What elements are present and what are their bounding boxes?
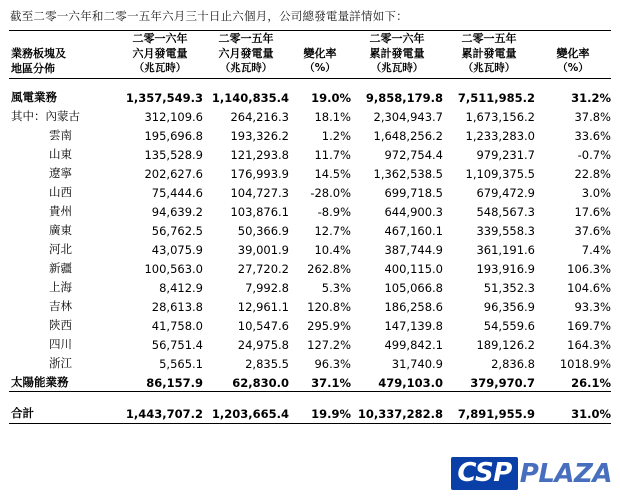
row-month-2016: 100,563.0 — [144, 262, 203, 276]
total-month-2015: 1,203,665.4 — [211, 407, 289, 421]
col-header-month-2016-unit: （兆瓦時） — [133, 62, 187, 74]
row-month-2016: 43,075.9 — [151, 243, 203, 257]
row-month-change: 37.1% — [311, 376, 351, 390]
col-header-month-2016-line1: 二零一六年 — [132, 32, 188, 45]
col-header-month-2015-unit: （兆瓦時） — [219, 62, 273, 74]
row-cum-change: 104.6% — [567, 281, 611, 295]
row-month-2015: 264,216.3 — [230, 110, 289, 124]
row-label: 遼寧 — [49, 166, 72, 180]
table-row — [9, 124, 611, 143]
row-month-change: 262.8% — [307, 262, 351, 276]
row-month-2016: 5,565.1 — [159, 357, 203, 371]
table-row — [9, 181, 611, 200]
col-header-segment-line2: 地區分佈 — [11, 62, 55, 75]
table-total-gap — [9, 392, 611, 400]
row-label: 山西 — [49, 185, 72, 199]
watermark-suffix: PLAZA — [519, 458, 612, 489]
col-header-month-2015 — [203, 31, 289, 76]
row-cum-change: 169.7% — [567, 319, 611, 333]
row-month-2015: 12,961.1 — [237, 300, 289, 314]
col-header-month-2016-line2: 六月發電量 — [132, 47, 188, 60]
row-month-change: 14.5% — [314, 167, 351, 181]
row-cum-change: 1018.9% — [559, 357, 611, 371]
row-month-change: 10.4% — [314, 243, 351, 257]
row-month-2016: 135,528.9 — [144, 148, 203, 162]
row-cum-2016: 2,304,943.7 — [373, 110, 443, 124]
row-month-2016: 56,751.4 — [151, 338, 203, 352]
col-header-month-change-unit: （%） — [304, 62, 336, 74]
row-cum-2015: 1,109,375.5 — [465, 167, 535, 181]
row-month-change: 96.3% — [314, 357, 351, 371]
row-cum-2016: 479,103.0 — [378, 376, 443, 390]
row-cum-2015: 548,567.3 — [476, 205, 535, 219]
col-header-cum-2016 — [351, 31, 443, 76]
table-row — [9, 295, 611, 314]
row-month-2015: 10,547.6 — [237, 319, 289, 333]
row-month-2016: 1,357,549.3 — [125, 91, 203, 105]
row-month-2015: 193,326.2 — [230, 129, 289, 143]
row-month-2015: 2,835.5 — [245, 357, 289, 371]
row-month-2016: 56,762.5 — [151, 224, 203, 238]
row-cum-2015: 1,673,156.2 — [465, 110, 535, 124]
row-label: 貴州 — [49, 204, 72, 218]
row-month-change: 18.1% — [314, 110, 351, 124]
row-month-change: 12.7% — [314, 224, 351, 238]
row-cum-change: 93.3% — [574, 300, 611, 314]
csp-plaza-watermark — [451, 457, 612, 490]
row-month-2015: 176,993.9 — [230, 167, 289, 181]
row-month-2015: 7,992.8 — [245, 281, 289, 295]
row-cum-2016: 400,115.0 — [384, 262, 443, 276]
row-cum-change: 17.6% — [574, 205, 611, 219]
col-header-month-change-line2: 變化率 — [303, 47, 337, 60]
row-month-2016: 94,639.2 — [151, 205, 203, 219]
row-month-2016: 86,157.9 — [146, 376, 203, 390]
col-header-cum-2016-line2: 累計發電量 — [369, 47, 425, 60]
row-cum-2015: 979,231.7 — [476, 148, 535, 162]
col-header-cum-2015-line2: 累計發電量 — [461, 47, 517, 60]
row-cum-2016: 499,842.1 — [384, 338, 443, 352]
table-row — [9, 352, 611, 371]
table-header-gap — [9, 79, 611, 87]
row-cum-2016: 1,648,256.2 — [373, 129, 443, 143]
row-cum-2016: 1,362,538.5 — [373, 167, 443, 181]
row-cum-change: 106.3% — [567, 262, 611, 276]
row-cum-2015: 193,916.9 — [476, 262, 535, 276]
row-month-2016: 41,758.0 — [151, 319, 203, 333]
table-bottom-rule — [9, 421, 611, 424]
col-header-cum-change-unit: （%） — [557, 62, 589, 74]
row-month-change: -28.0% — [310, 186, 351, 200]
row-cum-change: 37.8% — [574, 110, 611, 124]
row-cum-2016: 699,718.5 — [384, 186, 443, 200]
row-cum-change: 37.6% — [574, 224, 611, 238]
row-cum-2016: 467,160.1 — [384, 224, 443, 238]
row-cum-2016: 31,740.9 — [391, 357, 443, 371]
row-label: 新疆 — [49, 261, 72, 275]
table-row — [9, 219, 611, 238]
col-header-cum-2015-line1: 二零一五年 — [461, 32, 517, 45]
row-label: 太陽能業務 — [11, 375, 69, 389]
row-cum-change: -0.7% — [577, 148, 611, 162]
row-month-2016: 28,613.8 — [151, 300, 203, 314]
table-row — [9, 162, 611, 181]
row-month-2015: 39,001.9 — [237, 243, 289, 257]
total-cum-2016: 10,337,282.8 — [357, 407, 443, 421]
table-header-row — [9, 31, 611, 76]
row-cum-change: 22.8% — [574, 167, 611, 181]
row-label: 其中：內蒙古 — [11, 109, 80, 123]
row-month-2015: 121,293.8 — [230, 148, 289, 162]
row-month-2015: 62,830.0 — [232, 376, 289, 390]
row-cum-2016: 972,754.4 — [384, 148, 443, 162]
row-label: 四川 — [49, 337, 72, 351]
table-row — [9, 238, 611, 257]
col-header-cum-change — [535, 31, 611, 76]
row-cum-change: 31.2% — [571, 91, 611, 105]
row-month-2015: 1,140,835.4 — [211, 91, 289, 105]
row-cum-2016: 9,858,179.8 — [365, 91, 443, 105]
row-cum-2016: 186,258.6 — [384, 300, 443, 314]
col-header-month-2016 — [117, 31, 203, 76]
row-cum-change: 164.3% — [567, 338, 611, 352]
row-month-2016: 8,412.9 — [159, 281, 203, 295]
row-month-change: -8.9% — [317, 205, 351, 219]
row-cum-2015: 7,511,985.2 — [457, 91, 535, 105]
table-row — [9, 276, 611, 295]
row-cum-2016: 387,744.9 — [384, 243, 443, 257]
row-label: 雲南 — [49, 128, 72, 142]
row-month-2015: 50,366.9 — [237, 224, 289, 238]
row-month-change: 19.0% — [311, 91, 351, 105]
total-month-2016: 1,443,707.2 — [125, 407, 203, 421]
row-month-change: 11.7% — [314, 148, 351, 162]
row-label: 陝西 — [49, 318, 72, 332]
row-cum-2015: 361,191.6 — [476, 243, 535, 257]
row-month-change: 5.3% — [321, 281, 351, 295]
col-header-segment — [9, 31, 117, 76]
col-header-cum-2015-unit: （兆瓦時） — [462, 62, 516, 74]
row-month-change: 127.2% — [307, 338, 351, 352]
row-label: 風電業務 — [11, 90, 57, 104]
row-cum-change: 3.0% — [581, 186, 611, 200]
row-label: 吉林 — [49, 299, 72, 313]
row-cum-2015: 189,126.2 — [476, 338, 535, 352]
col-header-cum-2016-line1: 二零一六年 — [369, 32, 425, 45]
total-cum-change: 31.0% — [571, 407, 611, 421]
table-total-row — [9, 399, 611, 421]
table-row — [9, 257, 611, 276]
row-label: 浙江 — [49, 356, 72, 370]
row-cum-2015: 54,559.6 — [483, 319, 535, 333]
row-cum-change: 33.6% — [574, 129, 611, 143]
table-row — [9, 200, 611, 219]
row-month-2015: 27,720.2 — [237, 262, 289, 276]
row-label: 河北 — [49, 242, 72, 256]
row-cum-change: 26.1% — [571, 376, 611, 390]
row-label: 上海 — [49, 280, 72, 294]
table-row — [9, 371, 611, 390]
watermark-brand: CSP — [451, 457, 517, 490]
row-cum-2015: 679,472.9 — [476, 186, 535, 200]
row-month-2016: 312,109.6 — [144, 110, 203, 124]
row-month-2015: 24,975.8 — [237, 338, 289, 352]
row-month-2016: 75,444.6 — [151, 186, 203, 200]
row-cum-2016: 644,900.3 — [384, 205, 443, 219]
row-cum-2015: 339,558.3 — [476, 224, 535, 238]
row-cum-2015: 96,356.9 — [483, 300, 535, 314]
row-cum-2016: 105,066.8 — [384, 281, 443, 295]
row-month-2015: 103,876.1 — [230, 205, 289, 219]
col-header-month-2015-line2: 六月發電量 — [218, 47, 274, 60]
row-month-change: 1.2% — [321, 129, 351, 143]
row-month-change: 295.9% — [307, 319, 351, 333]
row-cum-2016: 147,139.8 — [384, 319, 443, 333]
total-label: 合計 — [11, 406, 34, 420]
col-header-month-2015-line1: 二零一五年 — [218, 32, 274, 45]
col-header-cum-change-line2: 變化率 — [556, 47, 590, 60]
intro-paragraph: 截至二零一六年和二零一五年六月三十日止六個月，公司總發電量詳情如下： — [10, 9, 408, 23]
row-month-2016: 195,696.8 — [144, 129, 203, 143]
row-cum-2015: 51,352.3 — [483, 281, 535, 295]
row-label: 廣東 — [49, 223, 72, 237]
total-month-change: 19.9% — [311, 407, 351, 421]
row-label: 山東 — [49, 147, 72, 161]
col-header-segment-line1: 業務板塊及 — [11, 47, 66, 60]
row-month-2016: 202,627.6 — [144, 167, 203, 181]
generation-table — [9, 30, 611, 424]
row-cum-2015: 379,970.7 — [470, 376, 535, 390]
col-header-month-change — [289, 31, 351, 76]
row-cum-2015: 1,233,283.0 — [465, 129, 535, 143]
col-header-cum-2015 — [443, 31, 535, 76]
table-row — [9, 105, 611, 124]
total-cum-2015: 7,891,955.9 — [457, 407, 535, 421]
row-month-2015: 104,727.3 — [230, 186, 289, 200]
table-row — [9, 143, 611, 162]
row-month-change: 120.8% — [307, 300, 351, 314]
row-cum-change: 7.4% — [581, 243, 611, 257]
table-row — [9, 86, 611, 105]
row-cum-2015: 2,836.8 — [491, 357, 535, 371]
table-row — [9, 314, 611, 333]
col-header-cum-2016-unit: （兆瓦時） — [370, 62, 424, 74]
table-row — [9, 333, 611, 352]
